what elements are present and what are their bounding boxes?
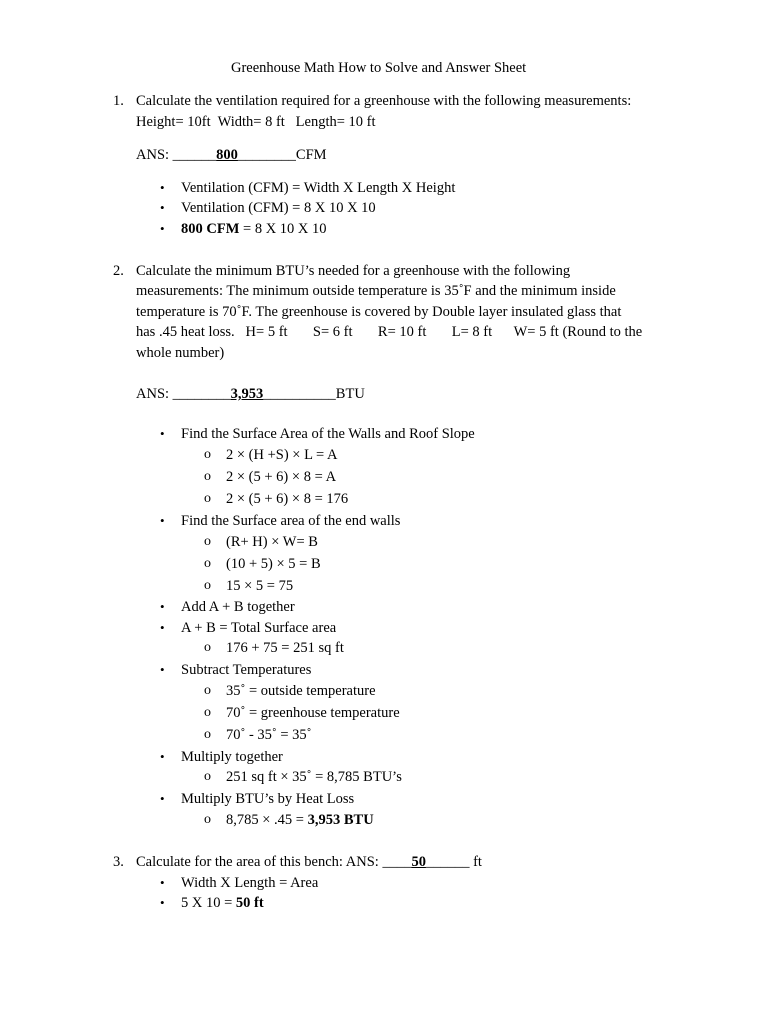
q1-step3-rest: = 8 X 10 X 10 — [239, 221, 327, 237]
bullet-icon: • — [160, 791, 165, 806]
q1-number: 1. — [113, 93, 124, 109]
bullet-icon: • — [160, 749, 165, 764]
q1-text-line1: Calculate the ventilation required for a greenhouse with the following measurements: — [136, 93, 632, 109]
bullet-icon: • — [160, 180, 165, 195]
q1-step3 — [181, 219, 327, 239]
bullet-icon: • — [160, 599, 165, 614]
q2-step1-sub1: 2 × (H +S) × L = A — [226, 447, 338, 463]
sub-bullet-icon: o — [204, 491, 211, 506]
q2-ans-value: 3,953 — [230, 386, 264, 402]
q2-step7-sub1-bold: 3,953 BTU — [307, 812, 374, 828]
sub-bullet-icon: o — [204, 556, 211, 571]
sub-bullet-icon: o — [204, 640, 211, 655]
q2-step3: Add A + B together — [181, 599, 295, 615]
q2-step2-sub3: 15 × 5 = 75 — [226, 578, 294, 594]
bullet-icon: • — [160, 875, 165, 890]
q2-step5: Subtract Temperatures — [181, 662, 312, 678]
q2-step4: A + B = Total Surface area — [181, 620, 337, 636]
q2-step2-sub1: (R+ H) × W= B — [226, 534, 318, 550]
q2-step7-sub1 — [226, 810, 374, 830]
sub-bullet-icon: o — [204, 469, 211, 484]
sub-bullet-icon: o — [204, 769, 211, 784]
q3-step2-plain: 5 X 10 = — [181, 895, 236, 911]
q2-text-line4: has .45 heat loss. H= 5 ft S= 6 ft R= 10 ft L= 8 ft W= 5 ft (Round to the — [136, 324, 643, 340]
q2-number: 2. — [113, 263, 124, 279]
q2-text-line2: measurements: The minimum outside temperature is 35˚F and the minimum inside — [136, 283, 616, 299]
q1-ans-trail: ________ — [237, 147, 296, 163]
q3-ans-value: 50 — [411, 854, 426, 870]
q2-step7-sub1-plain: 8,785 × .45 = — [226, 812, 308, 828]
q2-step6-sub1: 251 sq ft × 35˚ = 8,785 BTU’s — [226, 769, 402, 785]
q2-text-line5: whole number) — [136, 345, 225, 361]
q3-number: 3. — [113, 854, 124, 870]
q1-ans-lead: ______ — [172, 147, 217, 163]
q2-ans-trail: __________ — [263, 386, 336, 402]
q2-step1-sub2: 2 × (5 + 6) × 8 = A — [226, 469, 337, 485]
bullet-icon: • — [160, 200, 165, 215]
q1-step2: Ventilation (CFM) = 8 X 10 X 10 — [181, 200, 376, 216]
q2-step5-sub3: 70˚ - 35˚ = 35˚ — [226, 727, 312, 743]
q2-step5-sub1: 35˚ = outside temperature — [226, 683, 376, 699]
bullet-icon: • — [160, 895, 165, 910]
bullet-icon: • — [160, 221, 165, 236]
q2-step1-sub3: 2 × (5 + 6) × 8 = 176 — [226, 491, 349, 507]
q1-text-line2: Height= 10ft Width= 8 ft Length= 10 ft — [136, 114, 376, 130]
document-title: Greenhouse Math How to Solve and Answer Sheet — [231, 60, 527, 76]
q1-ans-value: 800 — [216, 147, 238, 163]
bullet-icon: • — [160, 513, 165, 528]
sub-bullet-icon: o — [204, 705, 211, 720]
sub-bullet-icon: o — [204, 683, 211, 698]
q1-answer — [136, 145, 327, 165]
q1-ans-unit: CFM — [295, 147, 327, 163]
sub-bullet-icon: o — [204, 447, 211, 462]
q2-step6: Multiply together — [181, 749, 283, 765]
q1-ans-prefix: ANS: — [136, 147, 173, 163]
q3-ans-unit: ft — [469, 854, 482, 870]
sub-bullet-icon: o — [204, 578, 211, 593]
q2-ans-lead: ________ — [172, 386, 231, 402]
q3-ans-trail: ______ — [425, 854, 470, 870]
q2-text-line3: temperature is 70˚F. The greenhouse is covered by Double layer insulated glass that — [136, 304, 622, 320]
q3-question: Calculate for the area of this bench: ANS: — [136, 854, 383, 870]
q2-step2: Find the Surface area of the end walls — [181, 513, 401, 529]
q2-step5-sub2: 70˚ = greenhouse temperature — [226, 705, 400, 721]
q2-ans-prefix: ANS: — [136, 386, 173, 402]
q1-step1: Ventilation (CFM) = Width X Length X Height — [181, 180, 456, 196]
bullet-icon: • — [160, 662, 165, 677]
q3-text — [136, 852, 482, 872]
q1-step3-bold: 800 CFM — [181, 221, 240, 237]
q2-step2-sub2: (10 + 5) × 5 = B — [226, 556, 321, 572]
bullet-icon: • — [160, 620, 165, 635]
q3-step2-bold: 50 ft — [235, 895, 264, 911]
bullet-icon: • — [160, 426, 165, 441]
q2-answer — [136, 384, 365, 404]
q2-step7: Multiply BTU’s by Heat Loss — [181, 791, 355, 807]
q3-step1: Width X Length = Area — [181, 875, 319, 891]
q2-text-line1: Calculate the minimum BTU’s needed for a greenhouse with the following — [136, 263, 571, 279]
sub-bullet-icon: o — [204, 534, 211, 549]
q2-step4-sub1: 176 + 75 = 251 sq ft — [226, 640, 344, 656]
sub-bullet-icon: o — [204, 812, 211, 827]
q2-step1: Find the Surface Area of the Walls and Roof Slope — [181, 426, 475, 442]
q2-ans-unit: BTU — [335, 386, 365, 402]
q3-step2 — [181, 893, 264, 913]
sub-bullet-icon: o — [204, 727, 211, 742]
q3-ans-lead: ____ — [382, 854, 412, 870]
